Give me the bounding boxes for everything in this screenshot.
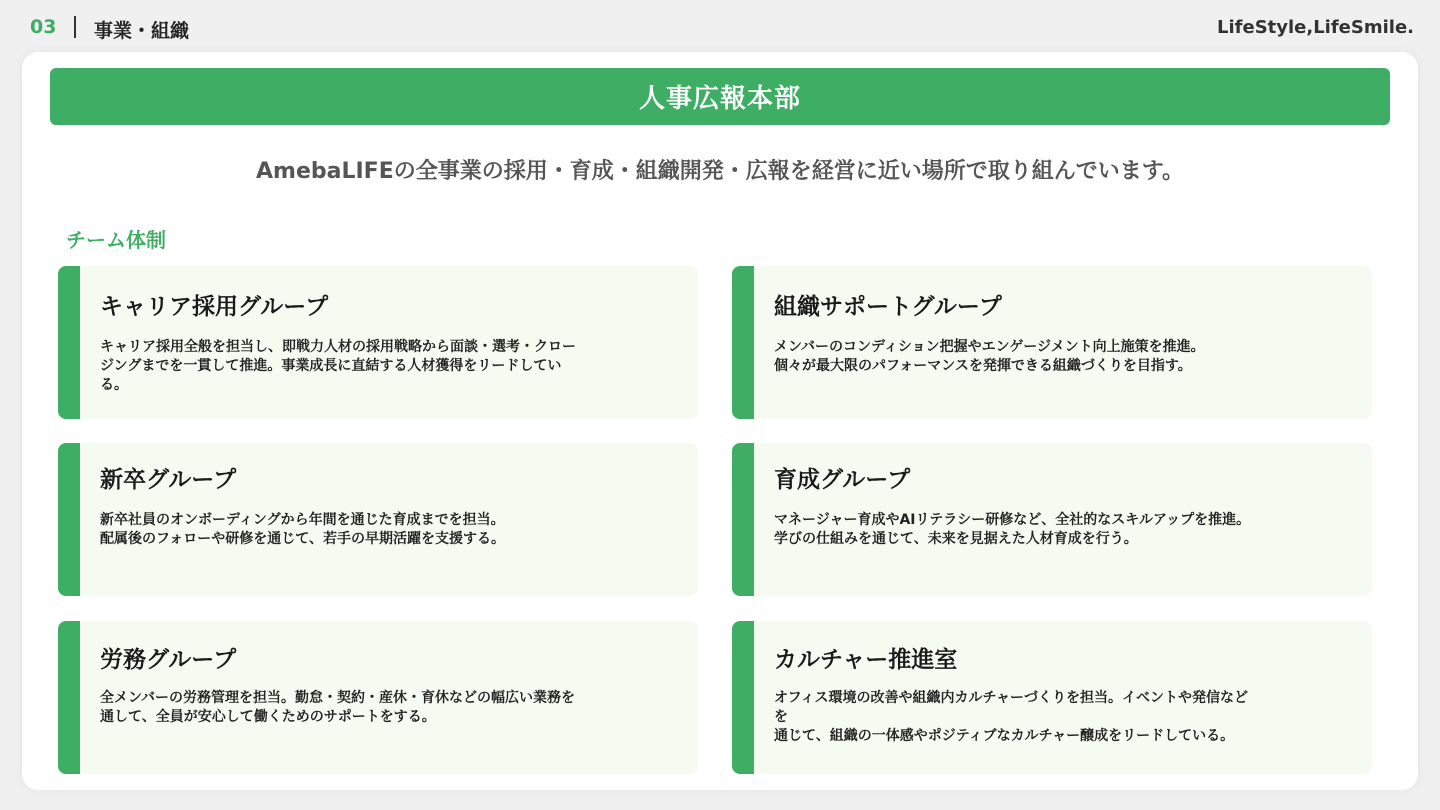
group-title: キャリア採用グループ — [100, 294, 329, 320]
department-banner — [50, 68, 1390, 125]
group-description: オフィス環境の改善や組織内カルチャーづくりを担当。イベントや発信など を 通じて、組織の一体感やポジティブなカルチャー醸成をリードしている。 — [774, 690, 1249, 744]
department-title: 人事広報本部 — [638, 84, 801, 114]
team-heading: チーム体制 — [66, 228, 166, 252]
section-title: 事業・組織 — [94, 20, 190, 42]
group-description: 新卒社員のオンボーディングから年間を通じた育成までを担当。 配属後のフォローや研修を通じて、若手の早期活躍を支援する。 — [100, 512, 506, 547]
group-card-training — [732, 443, 1372, 596]
card-accent-bar — [58, 443, 80, 596]
group-description: キャリア採用全般を担当し、即戦力人材の採用戦略から面談・選考・クロー ジングまでを一貫して推進。事業成長に直結する人材獲得をリードしてい る。 — [100, 339, 576, 393]
group-card-culture — [732, 621, 1372, 774]
group-card-new-graduate — [58, 443, 698, 596]
group-description: 全メンバーの労務管理を担当。勤怠・契約・産休・育休などの幅広い業務を 通して、全員が安心して働くためのサポートをする。 — [100, 690, 576, 725]
group-card-organization-support — [732, 266, 1372, 419]
group-card-career-recruiting — [58, 266, 698, 419]
group-title: カルチャー推進室 — [774, 647, 958, 673]
card-accent-bar — [58, 621, 80, 774]
brand-tagline: LifeStyle,LifeSmile. — [1217, 17, 1414, 38]
card-accent-bar — [58, 266, 80, 419]
lead-text: AmebaLIFEの全事業の採用・育成・組織開発・広報を経営に近い場所で取り組んでいます。 — [256, 159, 1184, 184]
group-title: 労務グループ — [100, 647, 237, 673]
card-accent-bar — [732, 266, 754, 419]
group-title: 新卒グループ — [100, 467, 237, 493]
card-accent-bar — [732, 621, 754, 774]
group-description: メンバーのコンディション把握やエンゲージメント向上施策を推進。 個々が最大限のパフォーマンスを発揮できる組織づくりを目指す。 — [774, 339, 1205, 374]
card-accent-bar — [732, 443, 754, 596]
header-divider — [74, 16, 76, 38]
group-card-labor — [58, 621, 698, 774]
group-title: 育成グループ — [774, 467, 911, 493]
page-number: 03 — [30, 16, 57, 38]
group-description: マネージャー育成やAIリテラシー研修など、全社的なスキルアップを推進。 学びの仕組みを通じて、未来を見据えた人材育成を行う。 — [774, 512, 1251, 547]
top-bar — [0, 0, 1440, 52]
group-title: 組織サポートグループ — [774, 294, 1002, 320]
